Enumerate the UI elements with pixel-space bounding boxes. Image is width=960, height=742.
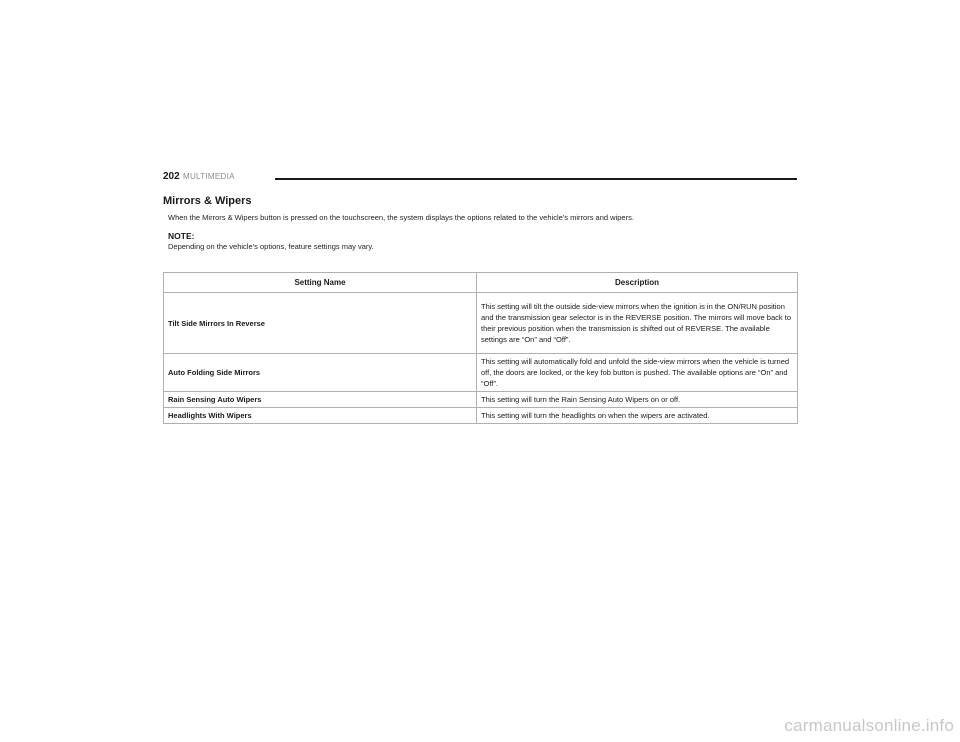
table-row [164,354,798,392]
header-rule [275,178,797,180]
description-cell: This setting will tilt the outside side-view mirrors when the ignition is in the ON/RUN position and the transmission gear selector is in the REVERSE position. The mirrors will move back to their previous position when the transmission is shifted out of REVERSE. The available settings are “On” and “Off”. [477,293,798,354]
note-text: Depending on the vehicle’s options, feature settings may vary. [168,242,374,251]
section-name: MULTIMEDIA [183,172,235,181]
setting-name-cell: Tilt Side Mirrors In Reverse [164,293,477,354]
description-cell: This setting will automatically fold and unfold the side-view mirrors when the vehicle is turned off, the doors are locked, or the key fob button is pushed. The available options are “On” and “Off”. [477,354,798,392]
page-number: 202 [163,171,180,182]
page-header [163,171,797,185]
section-title: Mirrors & Wipers [163,195,252,207]
note-label: NOTE: [168,231,195,241]
setting-name-cell: Rain Sensing Auto Wipers [164,392,477,408]
settings-table [163,272,798,424]
table-row [164,392,798,408]
column-header-description: Description [477,273,798,293]
description-cell: This setting will turn the Rain Sensing Auto Wipers on or off. [477,392,798,408]
setting-name-cell: Headlights With Wipers [164,408,477,424]
description-cell: This setting will turn the headlights on when the wipers are activated. [477,408,798,424]
table-header-row [164,273,798,293]
watermark-text: carmanualsonline.info [784,716,954,735]
column-header-setting-name: Setting Name [164,273,477,293]
table-row [164,293,798,354]
intro-paragraph: When the Mirrors & Wipers button is pressed on the touchscreen, the system displays the options related to the vehicle’s mirrors and wipers. [168,213,634,222]
table-row [164,408,798,424]
setting-name-cell: Auto Folding Side Mirrors [164,354,477,392]
